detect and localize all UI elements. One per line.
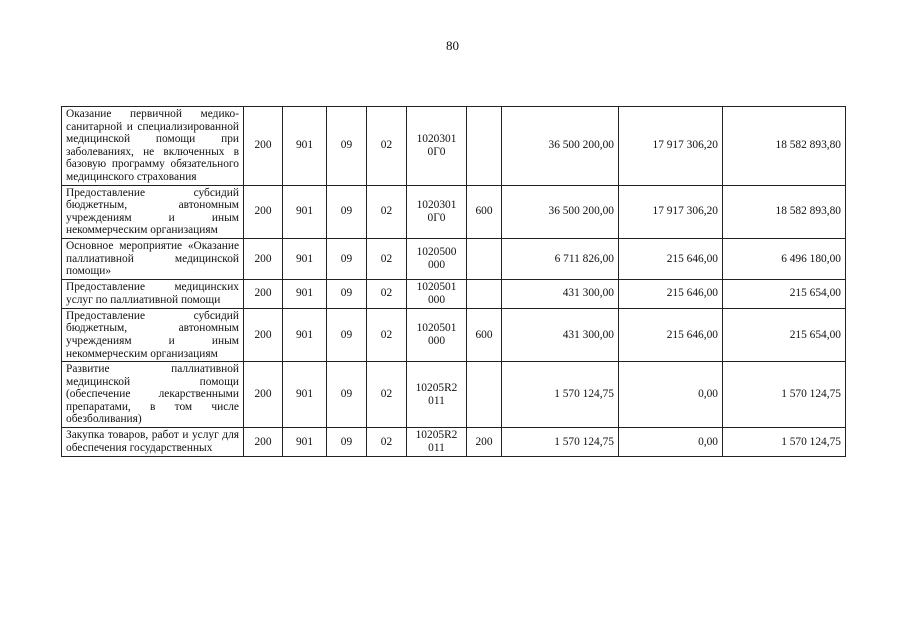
budget-table [61,106,846,457]
row-ministry-code: 200 [244,107,283,186]
row-subsection-code: 02 [367,238,407,279]
row-amount-executed: 17 917 306,20 [619,107,723,186]
row-name: Закупка товаров, работ и услуг для обеспечения государственных [62,428,244,457]
row-agency-code: 901 [283,308,327,361]
row-amount-remaining: 1 570 124,75 [723,428,846,457]
row-agency-code: 901 [283,362,327,428]
row-amount-executed: 215 646,00 [619,238,723,279]
row-amount-planned: 6 711 826,00 [502,238,619,279]
row-target-code [407,279,467,308]
row-amount-remaining: 18 582 893,80 [723,185,846,238]
row-amount-executed: 215 646,00 [619,308,723,361]
row-agency-code: 901 [283,185,327,238]
row-subsection-code: 02 [367,428,407,457]
row-amount-remaining: 1 570 124,75 [723,362,846,428]
target-code-line1: 1020501 [416,321,457,334]
target-code-line2: 000 [427,334,446,347]
row-subsection-code: 02 [367,308,407,361]
row-section-code: 09 [327,308,367,361]
table-row [62,308,846,361]
row-expense-type: 600 [467,185,502,238]
table-row [62,238,846,279]
row-amount-planned: 431 300,00 [502,279,619,308]
row-amount-executed: 0,00 [619,362,723,428]
target-code-line1: 1020500 [416,245,457,258]
row-ministry-code: 200 [244,308,283,361]
page-number: 80 [446,38,459,53]
row-agency-code: 901 [283,107,327,186]
row-section-code: 09 [327,362,367,428]
row-amount-remaining: 215 654,00 [723,308,846,361]
table-row [62,428,846,457]
row-subsection-code: 02 [367,279,407,308]
row-target-code [407,362,467,428]
target-code-line1: 1020501 [416,280,457,293]
row-amount-planned: 1 570 124,75 [502,362,619,428]
row-name: Предоставление субсидий бюджетным, автономным учреждениям и иным некоммерческим организациям [62,308,244,361]
table-row [62,107,846,186]
row-amount-planned: 431 300,00 [502,308,619,361]
row-expense-type: 200 [467,428,502,457]
row-ministry-code: 200 [244,185,283,238]
row-target-code [407,308,467,361]
row-target-code [407,107,467,186]
row-amount-executed: 215 646,00 [619,279,723,308]
table-row [62,362,846,428]
row-expense-type [467,362,502,428]
row-section-code: 09 [327,428,367,457]
target-code-line2: 011 [428,394,445,407]
target-code-line2: 0Г0 [427,211,446,224]
row-section-code: 09 [327,279,367,308]
row-expense-type [467,279,502,308]
row-name: Основное мероприятие «Оказание паллиативной медицинской помощи» [62,238,244,279]
row-section-code: 09 [327,238,367,279]
row-amount-executed: 0,00 [619,428,723,457]
table-row [62,279,846,308]
target-code-line2: 0Г0 [427,145,446,158]
row-subsection-code: 02 [367,185,407,238]
row-expense-type [467,107,502,186]
row-agency-code: 901 [283,428,327,457]
row-name: Предоставление медицинских услуг по паллиативной помощи [62,279,244,308]
row-section-code: 09 [327,185,367,238]
row-ministry-code: 200 [244,362,283,428]
row-agency-code: 901 [283,279,327,308]
target-code-line2: 000 [427,293,446,306]
row-amount-remaining: 6 496 180,00 [723,238,846,279]
table-row [62,185,846,238]
target-code-line1: 10205R2 [415,429,458,442]
row-name: Развитие паллиативной медицинской помощи (обеспечение лекарственными препаратами, в том числе обезболивания) [62,362,244,428]
row-target-code [407,185,467,238]
row-subsection-code: 02 [367,362,407,428]
row-target-code [407,238,467,279]
row-ministry-code: 200 [244,279,283,308]
row-expense-type: 600 [467,308,502,361]
target-code-line1: 1020301 [416,132,457,145]
row-ministry-code: 200 [244,238,283,279]
target-code-line2: 011 [428,442,445,455]
row-name: Предоставление субсидий бюджетным, автономным учреждениям и иным некоммерческим организациям [62,185,244,238]
row-subsection-code: 02 [367,107,407,186]
target-code-line1: 1020301 [416,198,457,211]
target-code-line2: 000 [427,258,446,271]
row-ministry-code: 200 [244,428,283,457]
row-amount-remaining: 215 654,00 [723,279,846,308]
row-expense-type [467,238,502,279]
row-amount-planned: 1 570 124,75 [502,428,619,457]
row-agency-code: 901 [283,238,327,279]
row-amount-executed: 17 917 306,20 [619,185,723,238]
target-code-line1: 10205R2 [415,381,458,394]
row-target-code [407,428,467,457]
row-name: Оказание первичной медико-санитарной и специализированной медицинской помощи при заболеваниях, не включенных в базовую программу обязательного медицинского страхования [62,107,244,186]
row-section-code: 09 [327,107,367,186]
row-amount-planned: 36 500 200,00 [502,107,619,186]
row-amount-remaining: 18 582 893,80 [723,107,846,186]
row-amount-planned: 36 500 200,00 [502,185,619,238]
